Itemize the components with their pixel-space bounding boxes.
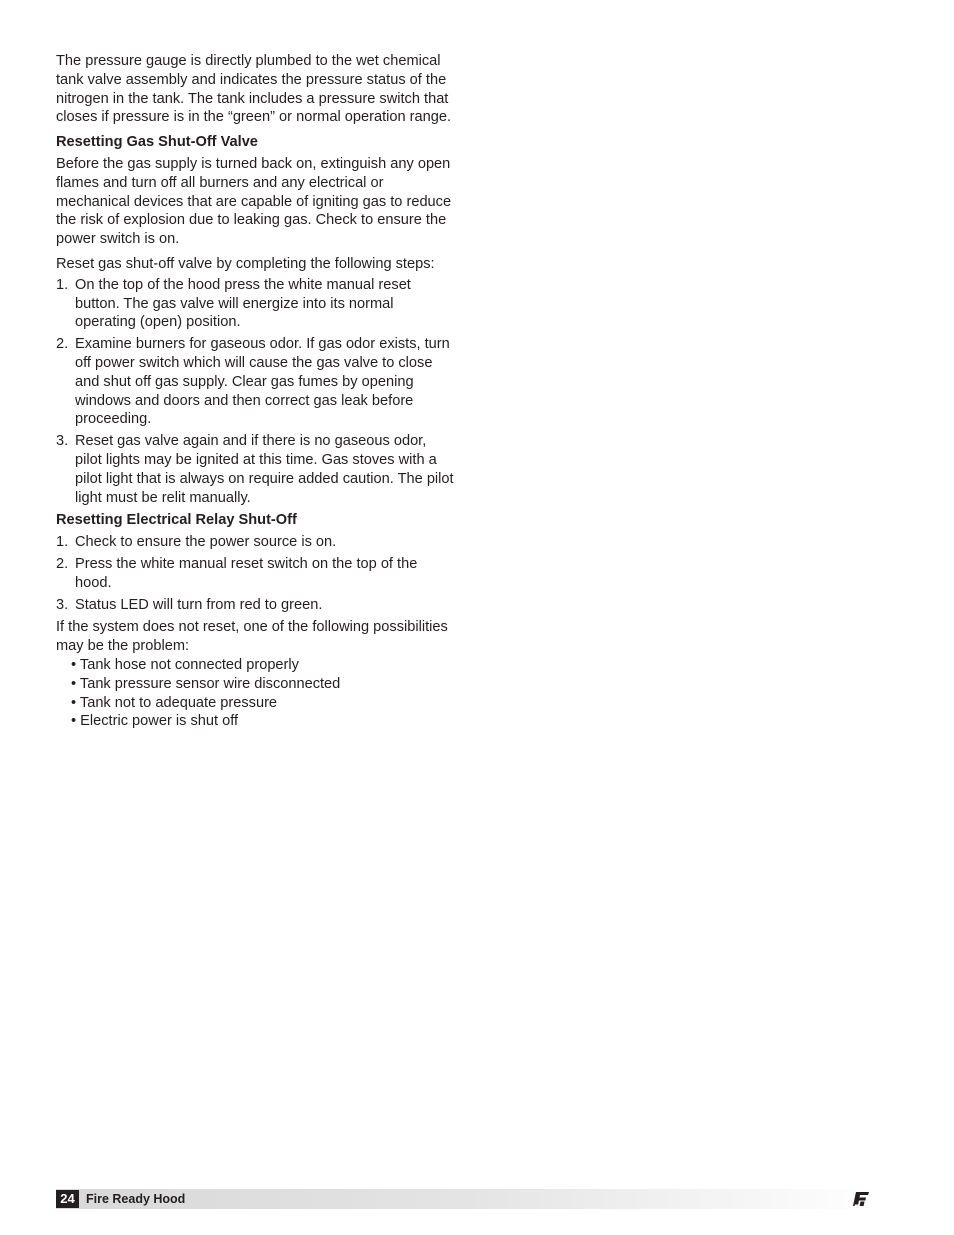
page-number: 24 (56, 1190, 79, 1208)
step-number: 3. (56, 596, 69, 613)
step-number: 2. (56, 336, 69, 353)
relay-steps (56, 533, 456, 614)
gas-valve-heading: Resetting Gas Shut-Off Valve (56, 134, 258, 151)
list-item (56, 555, 456, 593)
page-footer (56, 1189, 876, 1209)
list-item (56, 276, 456, 332)
step-text: Status LED will turn from red to green. (75, 596, 323, 613)
relay-paragraph: If the system does not reset, one of the following possibilities may be the problem: (56, 619, 448, 655)
list-item (56, 335, 456, 429)
footer-title: Fire Ready Hood (86, 1192, 186, 1206)
step-number: 3. (56, 433, 69, 450)
list-item: • Tank pressure sensor wire disconnected (71, 675, 341, 692)
list-item: • Electric power is shut off (71, 713, 239, 730)
intro-paragraph: The pressure gauge is directly plumbed to the wet chemical tank valve assembly and indicates the pressure status of the nitrogen in the tank. The tank includes a pressure switch that closes if pressure is in the “green” or normal operation range. (56, 53, 452, 126)
step-text: Check to ensure the power source is on. (75, 534, 337, 551)
relay-heading: Resetting Electrical Relay Shut-Off (56, 512, 297, 529)
list-item: • Tank hose not connected properly (71, 656, 299, 673)
list-item (56, 533, 456, 552)
step-number: 2. (56, 555, 69, 572)
list-item (56, 432, 456, 507)
list-item (56, 596, 456, 615)
list-item: • Tank not to adequate pressure (71, 694, 278, 711)
gas-valve-paragraph-2: Reset gas shut-off valve by completing the following steps: (56, 255, 435, 272)
brand-logo-icon (852, 1191, 870, 1207)
step-number: 1. (56, 534, 69, 551)
step-number: 1. (56, 276, 69, 293)
step-text: Examine burners for gaseous odor. If gas odor exists, turn off power switch which will cause the gas valve to close and shut off gas supply. Clear gas fumes by opening windows and doors and then correct gas leak before proceeding. (75, 336, 450, 428)
gas-valve-paragraph-1: Before the gas supply is turned back on, extinguish any open flames and turn off all burners and any electrical or mechanical devices that are capable of igniting gas to reduce the risk of explosion due to leaking gas. Check to ensure the power switch is on. (56, 155, 452, 248)
step-text: On the top of the hood press the white manual reset button. The gas valve will energize into its normal operating (open) position. (75, 276, 411, 331)
content-column (56, 52, 456, 731)
gas-valve-steps (56, 276, 456, 508)
problem-list (56, 656, 456, 731)
step-text: Press the white manual reset switch on the top of the hood. (75, 555, 418, 591)
step-text: Reset gas valve again and if there is no gaseous odor, pilot lights may be ignited at this time. Gas stoves with a pilot light that is always on require added caution. The pilot light must be relit manually. (75, 433, 454, 506)
